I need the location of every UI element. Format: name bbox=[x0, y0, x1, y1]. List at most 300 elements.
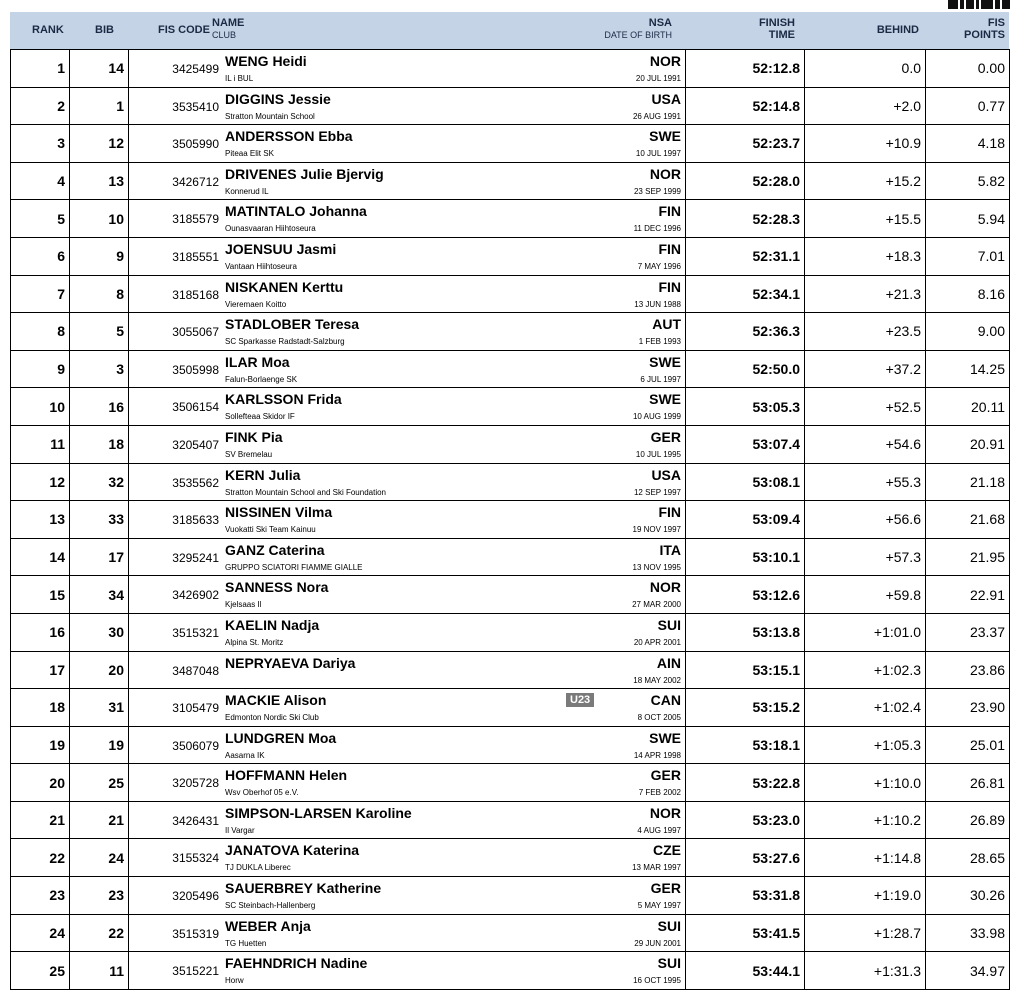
athlete-cell bbox=[129, 613, 686, 651]
table-row bbox=[11, 350, 1010, 388]
nsa-code: GER bbox=[650, 767, 681, 784]
fis-points-cell: 7.01 bbox=[926, 237, 1010, 275]
nsa-code: FIN bbox=[658, 240, 681, 257]
bib-cell: 19 bbox=[70, 726, 129, 764]
finish-time-cell: 53:27.6 bbox=[686, 839, 805, 877]
fis-code: 3505990 bbox=[172, 137, 219, 152]
athlete-cell bbox=[129, 764, 686, 802]
fis-points-cell: 20.91 bbox=[926, 425, 1010, 463]
athlete-name: NISKANEN Kerttu bbox=[225, 278, 344, 295]
bib-cell: 5 bbox=[70, 313, 129, 351]
date-of-birth: 10 JUL 1997 bbox=[635, 149, 681, 159]
table-row bbox=[11, 538, 1010, 576]
bib-cell: 25 bbox=[70, 764, 129, 802]
fis-points-cell: 33.98 bbox=[926, 914, 1010, 952]
club-name: Edmonton Nordic Ski Club bbox=[225, 713, 319, 723]
finish-time-cell: 53:10.1 bbox=[686, 538, 805, 576]
nsa-code: GER bbox=[650, 428, 681, 445]
nsa-code: SUI bbox=[657, 917, 681, 934]
rank-cell: 15 bbox=[11, 576, 70, 614]
athlete-cell bbox=[129, 726, 686, 764]
finish-time-cell: 53:09.4 bbox=[686, 501, 805, 539]
header-behind: BEHIND bbox=[876, 24, 919, 36]
athlete-cell bbox=[129, 877, 686, 915]
rank-cell: 13 bbox=[11, 501, 70, 539]
club-name: Stratton Mountain School and Ski Foundation bbox=[225, 487, 386, 497]
bib-cell: 24 bbox=[70, 839, 129, 877]
bib-cell: 12 bbox=[70, 125, 129, 163]
nsa-code: SUI bbox=[657, 955, 681, 972]
athlete-cell bbox=[129, 350, 686, 388]
athlete-name: KARLSSON Frida bbox=[225, 391, 342, 408]
athlete-cell bbox=[129, 689, 686, 727]
date-of-birth: 18 MAY 2002 bbox=[633, 675, 681, 685]
header-bib: BIB bbox=[95, 24, 114, 36]
club-name: Ounasvaaran Hiihtoseura bbox=[225, 224, 316, 234]
athlete-cell bbox=[129, 651, 686, 689]
behind-cell: +52.5 bbox=[805, 388, 926, 426]
club-name: GRUPPO SCIATORI FIAMME GIALLE bbox=[225, 562, 363, 572]
behind-cell: +1:10.0 bbox=[805, 764, 926, 802]
bib-cell: 33 bbox=[70, 501, 129, 539]
nsa-code: NOR bbox=[649, 579, 681, 596]
behind-cell: +15.5 bbox=[805, 200, 926, 238]
bib-cell: 16 bbox=[70, 388, 129, 426]
club-name: Kjelsaas Il bbox=[225, 600, 262, 610]
nsa-code: NOR bbox=[649, 53, 681, 69]
behind-cell: +1:10.2 bbox=[805, 801, 926, 839]
date-of-birth: 8 OCT 2005 bbox=[637, 713, 681, 723]
date-of-birth: 12 SEP 1997 bbox=[633, 487, 681, 497]
athlete-name: NEPRYAEVA Dariya bbox=[225, 654, 356, 671]
table-row bbox=[11, 313, 1010, 351]
header-finish-time bbox=[759, 17, 795, 41]
date-of-birth: 1 FEB 1993 bbox=[638, 337, 681, 347]
header-nsa-label: NSA bbox=[648, 17, 672, 29]
fis-points-cell: 4.18 bbox=[926, 125, 1010, 163]
fis-code: 3487048 bbox=[172, 663, 219, 678]
behind-cell: +1:19.0 bbox=[805, 877, 926, 915]
fis-points-cell: 23.90 bbox=[926, 689, 1010, 727]
bib-cell: 8 bbox=[70, 275, 129, 313]
table-row bbox=[11, 237, 1010, 275]
athlete-name: MACKIE Alison bbox=[225, 692, 327, 709]
bib-cell: 17 bbox=[70, 538, 129, 576]
nsa-code: SWE bbox=[649, 729, 681, 746]
date-of-birth: 20 APR 2001 bbox=[633, 637, 681, 647]
header-finish-line2: TIME bbox=[768, 29, 795, 41]
fis-code: 3515221 bbox=[172, 964, 219, 979]
date-of-birth: 13 JUN 1988 bbox=[634, 299, 681, 309]
nsa-code: USA bbox=[651, 90, 681, 107]
fis-code: 3426712 bbox=[172, 174, 219, 189]
rank-cell: 8 bbox=[11, 313, 70, 351]
behind-cell: +59.8 bbox=[805, 576, 926, 614]
date-of-birth: 16 OCT 1995 bbox=[633, 976, 681, 986]
club-name: TJ DUKLA Liberec bbox=[225, 863, 291, 873]
fis-code: 3535562 bbox=[172, 475, 219, 490]
table-row bbox=[11, 87, 1010, 125]
bib-cell: 14 bbox=[70, 50, 129, 88]
fis-code: 3205407 bbox=[172, 437, 219, 452]
athlete-name: NISSINEN Vilma bbox=[225, 504, 333, 521]
finish-time-cell: 53:31.8 bbox=[686, 877, 805, 915]
date-of-birth: 11 DEC 1996 bbox=[633, 224, 681, 234]
behind-cell: +21.3 bbox=[805, 275, 926, 313]
athlete-name: SANNESS Nora bbox=[225, 579, 329, 596]
club-name: Il Vargar bbox=[225, 825, 255, 835]
athlete-name: SIMPSON-LARSEN Karoline bbox=[225, 804, 412, 821]
finish-time-cell: 53:08.1 bbox=[686, 463, 805, 501]
club-name: Piteaa Elit SK bbox=[225, 149, 274, 159]
athlete-cell bbox=[129, 463, 686, 501]
date-of-birth: 10 AUG 1999 bbox=[632, 412, 681, 422]
club-name: Wsv Oberhof 05 e.V. bbox=[225, 788, 299, 798]
athlete-name: KAELIN Nadja bbox=[225, 616, 320, 633]
nsa-code: FIN bbox=[658, 504, 681, 521]
fis-points-cell: 20.11 bbox=[926, 388, 1010, 426]
date-of-birth: 14 APR 1998 bbox=[633, 750, 681, 760]
behind-cell: +1:05.3 bbox=[805, 726, 926, 764]
athlete-name: JANATOVA Katerina bbox=[225, 842, 360, 859]
athlete-cell bbox=[129, 952, 686, 990]
table-row bbox=[11, 162, 1010, 200]
athlete-cell bbox=[129, 237, 686, 275]
fis-code: 3515319 bbox=[172, 926, 219, 941]
athlete-cell bbox=[129, 839, 686, 877]
club-name: SC Steinbach-Hallenberg bbox=[225, 901, 316, 911]
bib-cell: 10 bbox=[70, 200, 129, 238]
date-of-birth: 7 MAY 1996 bbox=[637, 261, 681, 271]
nsa-code: SUI bbox=[657, 616, 681, 633]
nsa-code: FIN bbox=[658, 203, 681, 220]
fis-points-cell: 23.37 bbox=[926, 613, 1010, 651]
finish-time-cell: 53:15.2 bbox=[686, 689, 805, 727]
athlete-name: ILAR Moa bbox=[225, 353, 290, 370]
fis-points-cell: 23.86 bbox=[926, 651, 1010, 689]
behind-cell: +1:14.8 bbox=[805, 839, 926, 877]
athlete-cell bbox=[129, 538, 686, 576]
bib-cell: 21 bbox=[70, 801, 129, 839]
athlete-cell bbox=[129, 125, 686, 163]
date-of-birth: 4 AUG 1997 bbox=[637, 825, 681, 835]
qr-code-icon bbox=[948, 0, 1010, 9]
fis-points-cell: 8.16 bbox=[926, 275, 1010, 313]
fis-code: 3426431 bbox=[172, 813, 219, 828]
fis-code: 3155324 bbox=[172, 851, 219, 866]
date-of-birth: 5 MAY 1997 bbox=[637, 901, 681, 911]
rank-cell: 20 bbox=[11, 764, 70, 802]
table-row bbox=[11, 200, 1010, 238]
rank-cell: 14 bbox=[11, 538, 70, 576]
fis-code: 3515321 bbox=[172, 625, 219, 640]
nsa-code: ITA bbox=[659, 541, 681, 558]
bib-cell: 1 bbox=[70, 87, 129, 125]
header-name-label: NAME bbox=[212, 17, 245, 29]
results-header bbox=[10, 12, 1009, 49]
athlete-cell bbox=[129, 914, 686, 952]
table-row bbox=[11, 726, 1010, 764]
date-of-birth: 23 SEP 1999 bbox=[633, 186, 681, 196]
finish-time-cell: 52:34.1 bbox=[686, 275, 805, 313]
rank-cell: 22 bbox=[11, 839, 70, 877]
club-name: Falun-Borlaenge SK bbox=[225, 374, 298, 384]
fis-code: 3505998 bbox=[172, 362, 219, 377]
finish-time-cell: 52:23.7 bbox=[686, 125, 805, 163]
athlete-name: FAEHNDRICH Nadine bbox=[225, 955, 368, 972]
fis-code: 3425499 bbox=[172, 62, 219, 76]
results-table bbox=[10, 49, 1010, 990]
bib-cell: 20 bbox=[70, 651, 129, 689]
bib-cell: 23 bbox=[70, 877, 129, 915]
finish-time-cell: 53:23.0 bbox=[686, 801, 805, 839]
athlete-cell bbox=[129, 200, 686, 238]
table-row bbox=[11, 275, 1010, 313]
club-name: Stratton Mountain School bbox=[225, 111, 315, 121]
behind-cell: +10.9 bbox=[805, 125, 926, 163]
table-row bbox=[11, 914, 1010, 952]
bib-cell: 13 bbox=[70, 162, 129, 200]
nsa-code: CZE bbox=[653, 842, 681, 859]
athlete-name: WEBER Anja bbox=[225, 917, 311, 934]
club-name: Alpina St. Moritz bbox=[225, 637, 284, 647]
fis-code: 3205496 bbox=[172, 889, 219, 904]
header-name bbox=[212, 17, 244, 41]
bib-cell: 9 bbox=[70, 237, 129, 275]
nsa-code: SWE bbox=[649, 391, 681, 408]
athlete-name: JOENSUU Jasmi bbox=[225, 240, 337, 257]
table-row bbox=[11, 839, 1010, 877]
athlete-cell bbox=[129, 576, 686, 614]
fis-code: 3205728 bbox=[172, 776, 219, 791]
finish-time-cell: 53:18.1 bbox=[686, 726, 805, 764]
rank-cell: 11 bbox=[11, 425, 70, 463]
nsa-code: USA bbox=[651, 466, 681, 483]
finish-time-cell: 53:13.8 bbox=[686, 613, 805, 651]
club-name: Vantaan Hiihtoseura bbox=[225, 261, 297, 271]
rank-cell: 25 bbox=[11, 952, 70, 990]
header-fis-code: FIS CODE bbox=[158, 24, 210, 36]
finish-time-cell: 53:07.4 bbox=[686, 425, 805, 463]
athlete-name: GANZ Caterina bbox=[225, 541, 325, 558]
finish-time-cell: 53:05.3 bbox=[686, 388, 805, 426]
fis-points-cell: 5.82 bbox=[926, 162, 1010, 200]
fis-points-cell: 9.00 bbox=[926, 313, 1010, 351]
behind-cell: +1:02.3 bbox=[805, 651, 926, 689]
fis-code: 3185168 bbox=[172, 287, 219, 302]
fis-points-cell: 28.65 bbox=[926, 839, 1010, 877]
finish-time-cell: 52:14.8 bbox=[686, 87, 805, 125]
header-points-line1: FIS bbox=[987, 17, 1005, 29]
bib-cell: 18 bbox=[70, 425, 129, 463]
nsa-code: AIN bbox=[656, 654, 681, 671]
athlete-name: DIGGINS Jessie bbox=[225, 90, 331, 107]
date-of-birth: 19 NOV 1997 bbox=[632, 525, 681, 535]
athlete-cell bbox=[129, 87, 686, 125]
rank-cell: 21 bbox=[11, 801, 70, 839]
nsa-code: AUT bbox=[652, 316, 681, 333]
rank-cell: 18 bbox=[11, 689, 70, 727]
fis-code: 3185579 bbox=[172, 212, 219, 227]
behind-cell: +1:28.7 bbox=[805, 914, 926, 952]
athlete-name: HOFFMANN Helen bbox=[225, 767, 348, 784]
nsa-code: CAN bbox=[650, 692, 681, 709]
club-name: Konnerud IL bbox=[225, 186, 269, 196]
rank-cell: 5 bbox=[11, 200, 70, 238]
fis-points-cell: 26.89 bbox=[926, 801, 1010, 839]
finish-time-cell: 53:41.5 bbox=[686, 914, 805, 952]
header-finish-line1: FINISH bbox=[758, 17, 795, 29]
athlete-cell bbox=[129, 501, 686, 539]
header-dob-label: DATE OF BIRTH bbox=[604, 30, 672, 40]
fis-points-cell: 21.95 bbox=[926, 538, 1010, 576]
header-club-label: CLUB bbox=[212, 30, 237, 40]
table-row bbox=[11, 877, 1010, 915]
header-nsa bbox=[604, 17, 672, 41]
rank-cell: 4 bbox=[11, 162, 70, 200]
finish-time-cell: 52:31.1 bbox=[686, 237, 805, 275]
nsa-code: NOR bbox=[649, 804, 681, 821]
athlete-cell bbox=[129, 275, 686, 313]
bib-cell: 31 bbox=[70, 689, 129, 727]
header-fis-points bbox=[964, 17, 1005, 41]
athlete-name: LUNDGREN Moa bbox=[225, 729, 337, 746]
athlete-cell bbox=[129, 313, 686, 351]
rank-cell: 1 bbox=[11, 50, 70, 88]
club-name: SC Sparkasse Radstadt-Salzburg bbox=[225, 337, 345, 347]
behind-cell: +2.0 bbox=[805, 87, 926, 125]
fis-points-cell: 22.91 bbox=[926, 576, 1010, 614]
rank-cell: 2 bbox=[11, 87, 70, 125]
fis-points-cell: 25.01 bbox=[926, 726, 1010, 764]
finish-time-cell: 53:22.8 bbox=[686, 764, 805, 802]
fis-code: 3535410 bbox=[172, 99, 219, 114]
athlete-cell bbox=[129, 388, 686, 426]
fis-code: 3105479 bbox=[172, 701, 219, 716]
date-of-birth: 20 JUL 1991 bbox=[635, 74, 681, 83]
athlete-cell bbox=[129, 801, 686, 839]
fis-code: 3185551 bbox=[172, 249, 219, 264]
rank-cell: 23 bbox=[11, 877, 70, 915]
behind-cell: +1:31.3 bbox=[805, 952, 926, 990]
fis-points-cell: 14.25 bbox=[926, 350, 1010, 388]
date-of-birth: 29 JUN 2001 bbox=[634, 938, 681, 948]
table-row bbox=[11, 764, 1010, 802]
header-points-line2: POINTS bbox=[964, 29, 1005, 41]
behind-cell: +55.3 bbox=[805, 463, 926, 501]
finish-time-cell: 53:15.1 bbox=[686, 651, 805, 689]
finish-time-cell: 53:12.6 bbox=[686, 576, 805, 614]
table-row bbox=[11, 952, 1010, 990]
fis-points-cell: 26.81 bbox=[926, 764, 1010, 802]
table-row bbox=[11, 125, 1010, 163]
fis-points-cell: 21.68 bbox=[926, 501, 1010, 539]
behind-cell: +54.6 bbox=[805, 425, 926, 463]
athlete-cell bbox=[129, 425, 686, 463]
date-of-birth: 13 NOV 1995 bbox=[632, 562, 681, 572]
fis-code: 3295241 bbox=[172, 550, 219, 565]
behind-cell: +56.6 bbox=[805, 501, 926, 539]
table-row bbox=[11, 576, 1010, 614]
finish-time-cell: 53:44.1 bbox=[686, 952, 805, 990]
date-of-birth: 26 AUG 1991 bbox=[632, 111, 681, 121]
rank-cell: 17 bbox=[11, 651, 70, 689]
finish-time-cell: 52:28.3 bbox=[686, 200, 805, 238]
behind-cell: +18.3 bbox=[805, 237, 926, 275]
finish-time-cell: 52:50.0 bbox=[686, 350, 805, 388]
athlete-name: FINK Pia bbox=[225, 428, 283, 445]
athlete-name: DRIVENES Julie Bjervig bbox=[225, 165, 384, 182]
behind-cell: +57.3 bbox=[805, 538, 926, 576]
date-of-birth: 7 FEB 2002 bbox=[638, 788, 681, 798]
club-name: Sollefteaa Skidor IF bbox=[225, 412, 295, 422]
table-row bbox=[11, 651, 1010, 689]
nsa-code: FIN bbox=[658, 278, 681, 295]
athlete-cell bbox=[129, 50, 686, 88]
u23-badge: U23 bbox=[566, 693, 594, 707]
rank-cell: 3 bbox=[11, 125, 70, 163]
behind-cell: +37.2 bbox=[805, 350, 926, 388]
behind-cell: +15.2 bbox=[805, 162, 926, 200]
club-name: Horw bbox=[225, 976, 244, 986]
table-row bbox=[11, 388, 1010, 426]
table-row bbox=[11, 689, 1010, 727]
athlete-name: SAUERBREY Katherine bbox=[225, 880, 382, 897]
rank-cell: 12 bbox=[11, 463, 70, 501]
nsa-code: SWE bbox=[649, 353, 681, 370]
fis-code: 3426902 bbox=[172, 588, 219, 603]
bib-cell: 32 bbox=[70, 463, 129, 501]
fis-points-cell: 0.77 bbox=[926, 87, 1010, 125]
behind-cell: +1:02.4 bbox=[805, 689, 926, 727]
date-of-birth: 13 MAR 1997 bbox=[632, 863, 681, 873]
rank-cell: 10 bbox=[11, 388, 70, 426]
date-of-birth: 10 JUL 1995 bbox=[635, 449, 681, 459]
club-name: Aasarna IK bbox=[225, 750, 265, 760]
table-row bbox=[11, 50, 1010, 88]
date-of-birth: 27 MAR 2000 bbox=[632, 600, 681, 610]
bib-cell: 3 bbox=[70, 350, 129, 388]
bib-cell: 34 bbox=[70, 576, 129, 614]
finish-time-cell: 52:28.0 bbox=[686, 162, 805, 200]
bib-cell: 22 bbox=[70, 914, 129, 952]
fis-points-cell: 5.94 bbox=[926, 200, 1010, 238]
table-row bbox=[11, 613, 1010, 651]
header-rank: RANK bbox=[32, 24, 64, 36]
date-of-birth: 6 JUL 1997 bbox=[640, 374, 681, 384]
rank-cell: 24 bbox=[11, 914, 70, 952]
bib-cell: 11 bbox=[70, 952, 129, 990]
club-name: TG Huetten bbox=[225, 938, 267, 948]
rank-cell: 7 bbox=[11, 275, 70, 313]
club-name: SV Bremelau bbox=[225, 449, 273, 459]
club-name: IL i BUL bbox=[225, 74, 254, 83]
rank-cell: 16 bbox=[11, 613, 70, 651]
finish-time-cell: 52:36.3 bbox=[686, 313, 805, 351]
behind-cell: +1:01.0 bbox=[805, 613, 926, 651]
rank-cell: 6 bbox=[11, 237, 70, 275]
athlete-name: MATINTALO Johanna bbox=[225, 203, 367, 220]
athlete-name: WENG Heidi bbox=[225, 53, 307, 69]
fis-code: 3506154 bbox=[172, 400, 219, 415]
table-row bbox=[11, 501, 1010, 539]
fis-code: 3055067 bbox=[172, 325, 219, 340]
nsa-code: SWE bbox=[649, 128, 681, 145]
athlete-name: STADLOBER Teresa bbox=[225, 316, 360, 333]
nsa-code: GER bbox=[650, 880, 681, 897]
fis-code: 3506079 bbox=[172, 738, 219, 753]
club-name: Vuokatti Ski Team Kainuu bbox=[225, 525, 316, 535]
